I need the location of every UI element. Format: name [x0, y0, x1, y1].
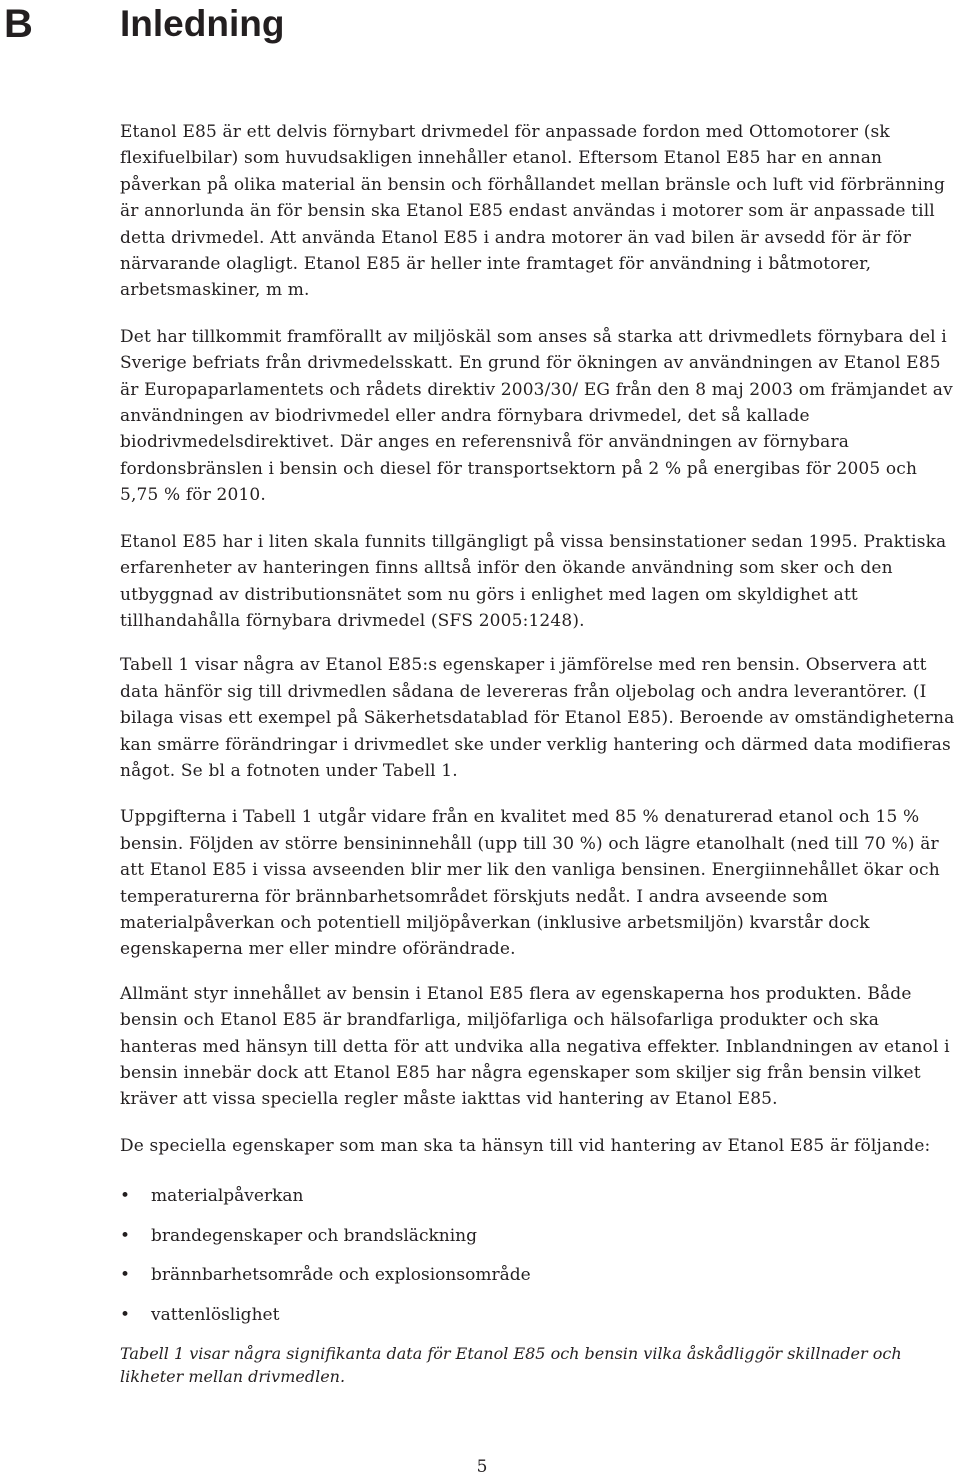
bullet-icon: • [120, 1304, 131, 1325]
body-text [120, 119, 958, 1388]
bullet-icon: • [120, 1225, 131, 1246]
list-item [120, 1302, 958, 1328]
paragraph-table-intro: Tabell 1 visar några av Etanol E85:s egenskaper i jämförelse med ren bensin. Observera att data hänför sig till drivmedlen sådana de levereras från oljebolag och andra leverantörer. (I bilaga visas ett exempel på Säkerhetsdatablad för Etanol E85). Beroende av omständigheterna kan smärre förändringar i drivmedlet ske under verklig hantering och därmed data modifieras något. Se bl a fotnoten under Tabell 1. [120, 655, 955, 781]
paragraph-history: Etanol E85 har i liten skala funnits tillgängligt på vissa bensinstationer sedan 1995. Praktiska erfarenheter av hanteringen finns alltså inför den ökande användning som sker och den utbyggnad av distributionsnätet som nu görs i enlighet med lagen om skyldighet att tillhandahålla förnybara drivmedel (SFS 2005:1248). [120, 531, 947, 631]
properties-list [120, 1183, 958, 1328]
list-item [120, 1262, 958, 1288]
page-number: 5 [476, 1457, 488, 1477]
paragraph-directive: Det har tillkommit framförallt av miljöskäl som anses så starka att drivmedlets förnybara del i Sverige befriats från drivmedelsskatt. En grund för ökningen av användningen av Etanol E85 är Europaparlamentets och rådets direktiv 2003/30/ EG från den 8 maj 2003 om främjandet av användningen av biodrivmedel eller andra förnybara drivmedel, det så kallade biodrivmedelsdirektivet. Där anges en referensnivå för användningen av förnybara fordonsbränslen i bensin och diesel för transportsektorn på 2 % på energibas för 2005 och 5,75 % för 2010. [120, 326, 953, 506]
paragraph-intro: Etanol E85 är ett delvis förnybart drivmedel för anpassade fordon med Ottomotorer (sk flexifuelbilar) som huvudsakligen innehåller etanol. Eftersom Etanol E85 har en annan påverkan på olika material än bensin och förhållandet mellan bränsle och luft vid förbränning är annorlunda än för bensin ska Etanol E85 endast användas i motorer som är anpassade till detta drivmedel. Att använda Etanol E85 i andra motorer än vad bilen är avsedd för är för närvarande olagligt. Etanol E85 är heller inte framtaget för användning i båtmotorer, arbetsmaskiner, m m. [120, 122, 946, 301]
list-item-text: materialpåverkan [151, 1186, 304, 1207]
paragraph-list-intro: De speciella egenskaper som man ska ta hänsyn till vid hantering av Etanol E85 är följande: [120, 1135, 931, 1156]
table-caption: Tabell 1 visar några signifikanta data för Etanol E85 och bensin vilka åskådliggör skillnader och likheter mellan drivmedlen. [120, 1343, 902, 1386]
paragraph-composition: Uppgifterna i Tabell 1 utgår vidare från en kvalitet med 85 % denaturerad etanol och 15 % bensin. Följden av större bensininnehåll (upp till 30 %) och lägre etanolhalt (ned till 70 %) är att Etanol E85 i vissa avseenden blir mer lik den vanliga bensinen. Energiinnehållet ökar och temperaturerna för brännbarhetsområdet förskjuts nedåt. I andra avseende som materialpåverkan och potentiell miljöpåverkan (inklusive arbetsmiljön) kvarstår dock egenskaperna mer eller mindre oförändrade. [120, 807, 940, 960]
list-item [120, 1223, 958, 1249]
paragraph-hazards: Allmänt styr innehållet av bensin i Etanol E85 flera av egenskaperna hos produkten. Både bensin och Etanol E85 är brandfarliga, miljöfarliga och hälsofarliga produkter och ska hanteras med hänsyn till detta för att undvika alla negativa effekter. Inblandningen av etanol i bensin innebär dock att Etanol E85 har några egenskaper som skiljer sig från bensin vilket kräver att vissa speciella regler måste iakttas vid hantering av Etanol E85. [120, 983, 950, 1110]
bullet-icon: • [120, 1186, 131, 1207]
chapter-title: Inledning [120, 3, 285, 44]
bullet-icon: • [120, 1265, 131, 1286]
list-item-text: vattenlöslighet [151, 1304, 280, 1325]
list-item-text: brandegenskaper och brandsläckning [151, 1225, 477, 1246]
list-item [120, 1183, 958, 1209]
list-item-text: brännbarhetsområde och explosionsområde [151, 1265, 531, 1286]
section-letter: B [4, 2, 33, 46]
